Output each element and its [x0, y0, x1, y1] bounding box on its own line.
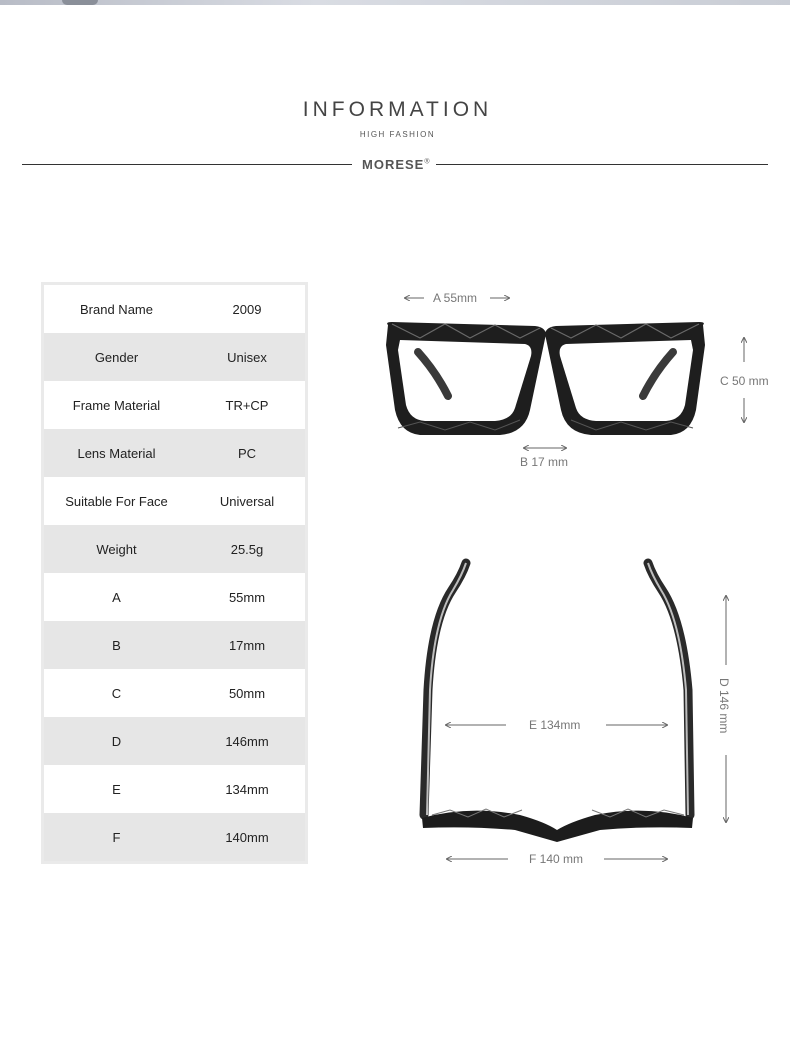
spec-label: B — [112, 637, 121, 653]
top-view-glasses — [422, 563, 693, 842]
spec-label: Gender — [94, 349, 139, 365]
spec-label: Lens Material — [77, 445, 156, 461]
spec-label: D — [111, 733, 122, 749]
front-view-glasses — [386, 322, 705, 435]
spec-value: Universal — [219, 493, 275, 509]
dimension-c — [720, 338, 769, 422]
spec-label: E — [112, 781, 121, 797]
spec-value: 140mm — [225, 829, 269, 845]
right-temple-top — [648, 563, 690, 815]
spec-label: Weight — [96, 541, 137, 557]
spec-value: PC — [237, 445, 257, 461]
dimension-b-label: B 17 mm — [520, 455, 569, 469]
dimension-a — [405, 291, 509, 305]
spec-value: TR+CP — [225, 397, 269, 413]
registered-mark: ® — [424, 158, 431, 166]
dimension-d — [717, 596, 731, 822]
dimension-f-label: F 140 mm — [529, 852, 584, 866]
dimension-e-label: E 134mm — [529, 718, 581, 732]
page-subtitle: HIGH FASHION — [359, 130, 436, 139]
brand-name: MORESE — [362, 157, 425, 172]
spec-label: Suitable For Face — [65, 493, 168, 509]
dimension-c-label: C 50 mm — [720, 374, 769, 388]
dimension-d-label: D 146 mm — [717, 678, 731, 734]
page-title: INFORMATION — [302, 98, 493, 121]
spec-label: Brand Name — [80, 301, 153, 317]
spec-value: Unisex — [227, 349, 267, 365]
dimension-b — [520, 448, 568, 469]
spec-value: 146mm — [225, 733, 269, 749]
spec-value: 55mm — [228, 589, 266, 605]
spec-value: 25.5g — [230, 541, 264, 557]
spec-label: A — [112, 589, 121, 605]
spec-value: 50mm — [228, 685, 266, 701]
dimension-a-label: A 55mm — [433, 291, 478, 305]
dimension-e — [446, 718, 667, 732]
spec-value: 2009 — [232, 301, 262, 317]
spec-label: C — [111, 685, 122, 701]
spec-value: 17mm — [228, 637, 266, 653]
dimension-f — [447, 852, 667, 866]
left-temple-highlight — [427, 563, 466, 815]
spec-value: 134mm — [225, 781, 269, 797]
spec-label: F — [112, 829, 121, 845]
spec-label: Frame Material — [72, 397, 161, 413]
